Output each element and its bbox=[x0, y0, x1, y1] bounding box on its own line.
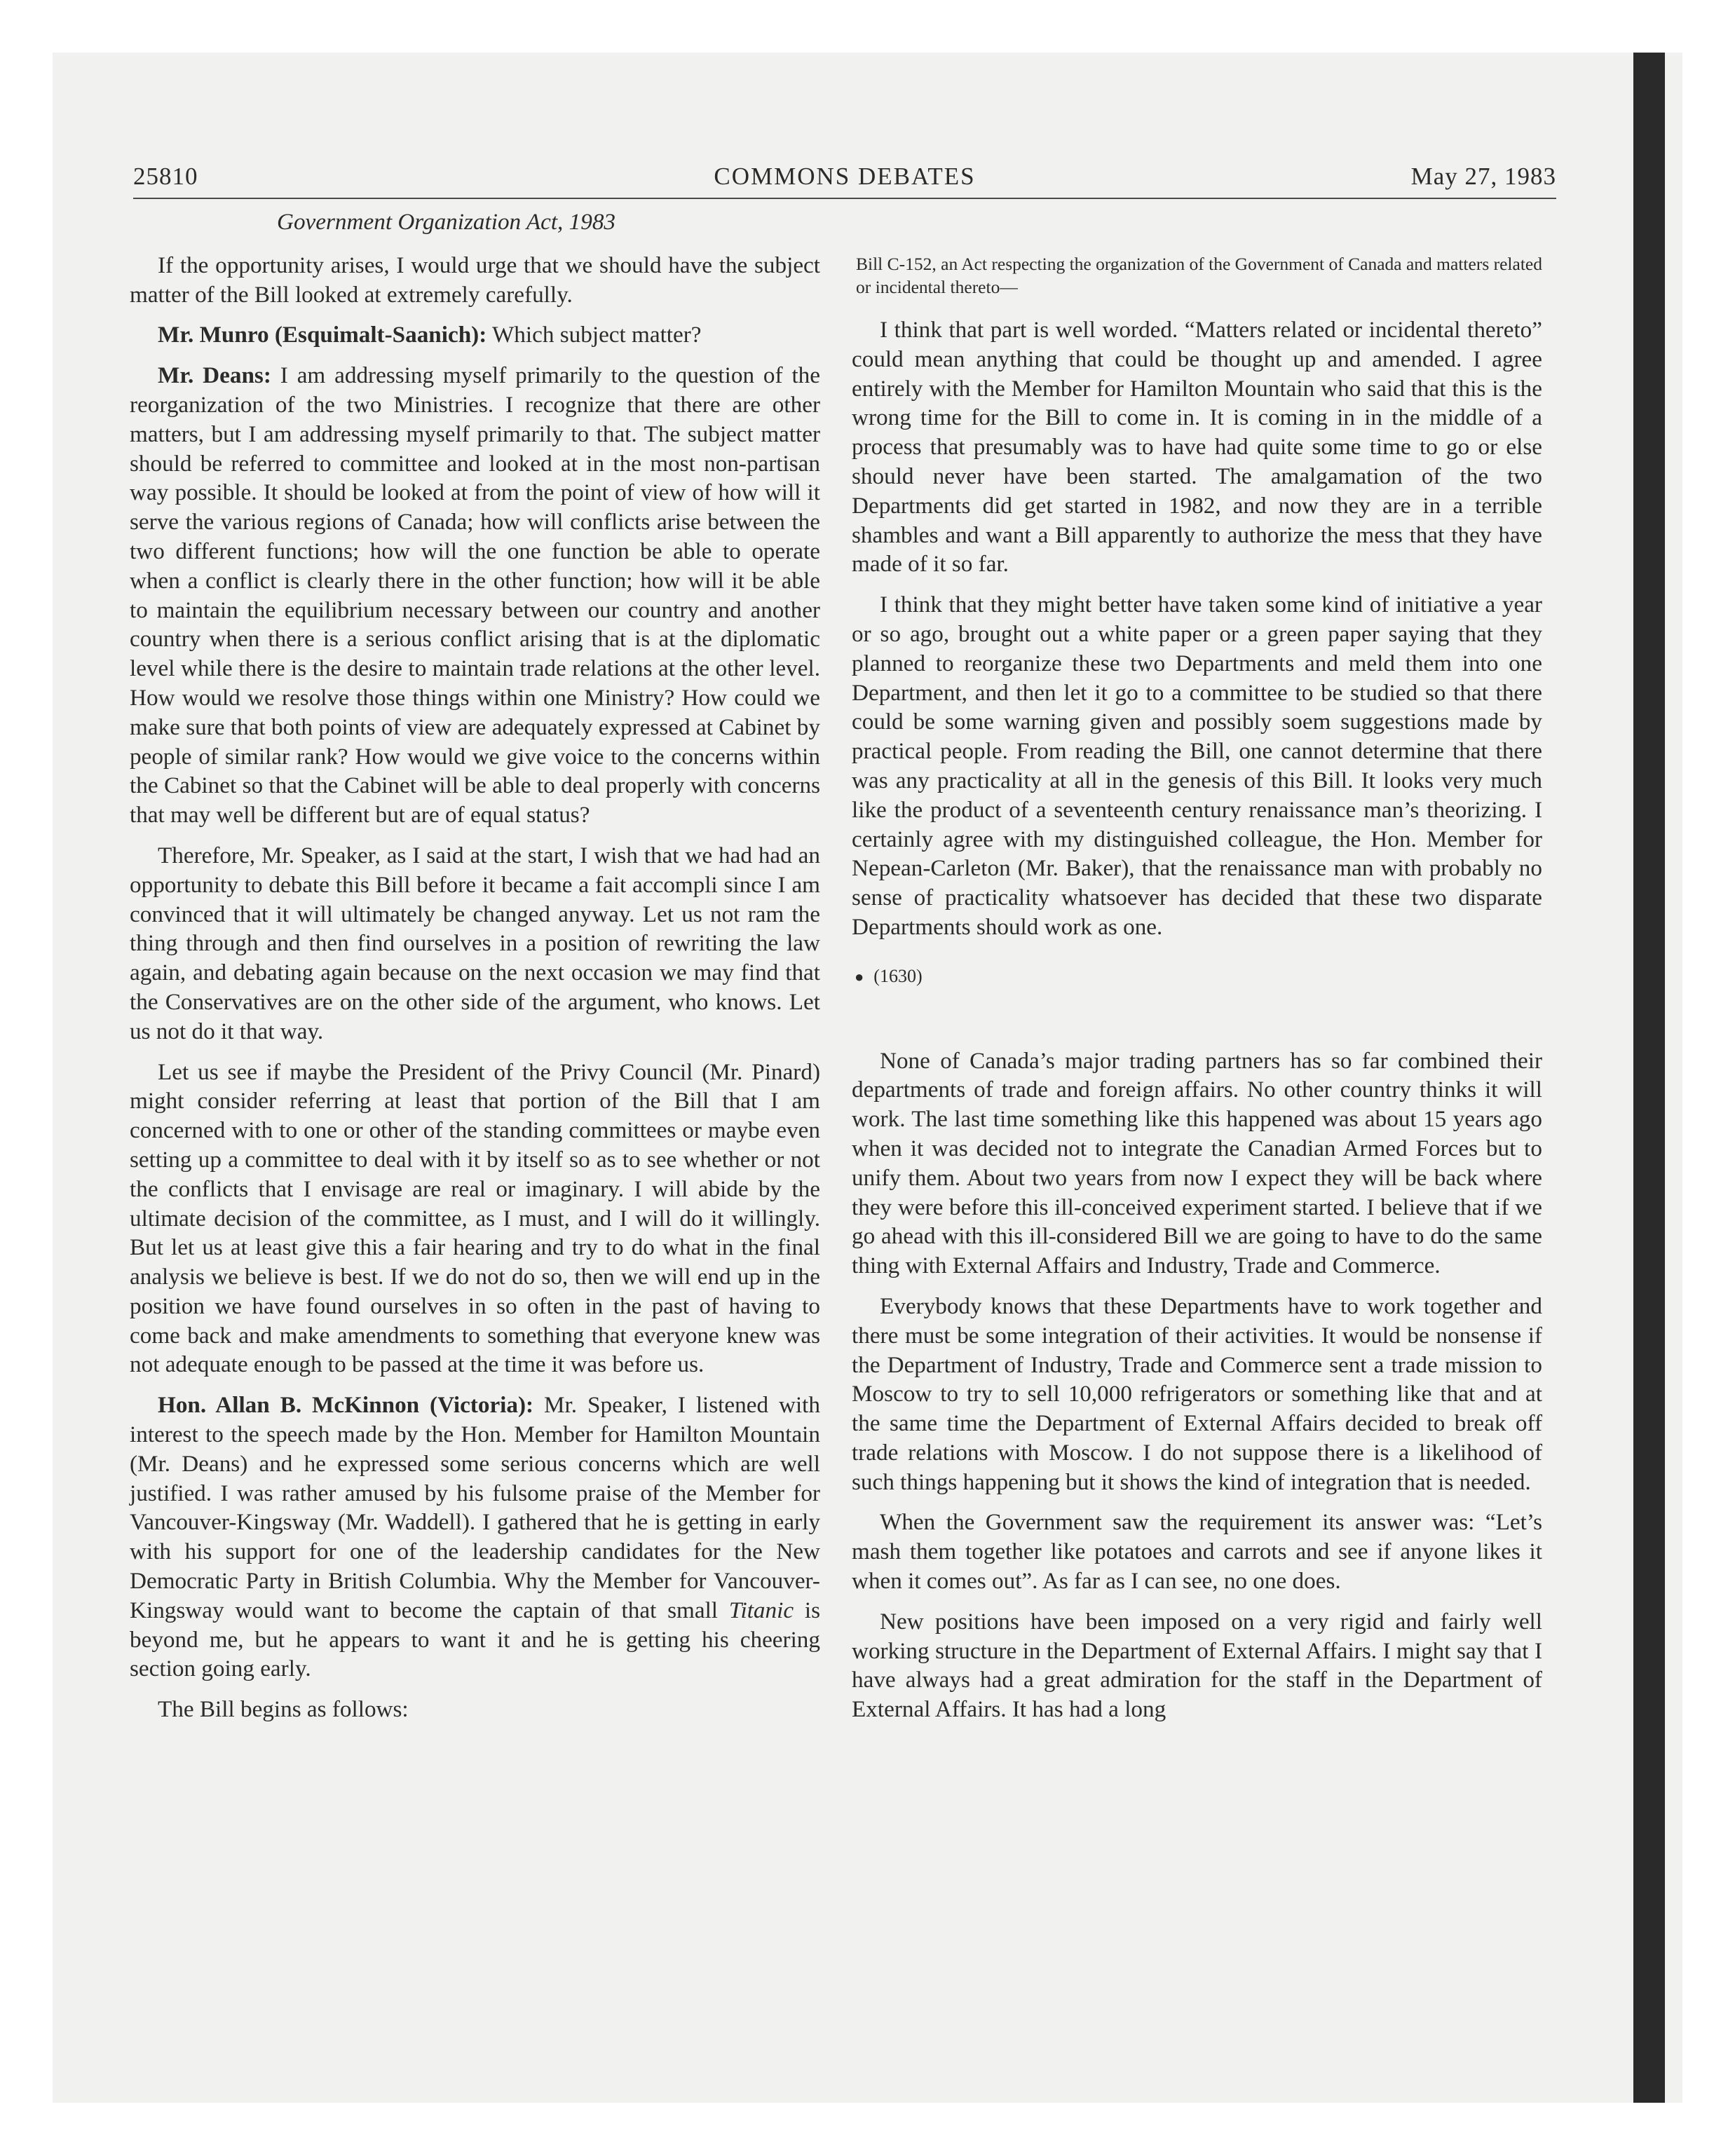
paragraph: Let us see if maybe the President of the Privy Council (Mr. Pinard) might consider referring at least that portion of the Bill that I am concerned with to one or other of the standing committees or maybe even setting up a committee to deal with it by itself so as to see whether or not the conflicts that I envisage are real or imaginary. I will abide by the ultimate decision of the committee, as I must, and I will do it willingly. But let us at least give this a fair hearing and try to do what in the final analysis we believe is best. If we do not do so, then we will end up in the position we have found ourselves in so often in the past of having to come back and make amendments to something that everyone knew was not adequate enough to be passed at the time it was before us. bbox=[130, 1058, 820, 1378]
speech-text: Mr. Speaker, I listened with interest to the speech made by the Hon. Member for Hamilton Mountain (Mr. Deans) and he expressed some serious concerns which are well justified. I was rather amused by his fulsome praise of the Member for Vancouver-Kingsway (Mr. Waddell). I gathered that he is getting in early with his support for one of the leadership candidates for the New Democratic Party in British Columbia. Why the Member for Vancouver-Kingsway would want to become the captain of that small bbox=[130, 1392, 820, 1623]
paragraph: None of Canada’s major trading partners has so far combined their departments of trade and foreign affairs. No other country thinks it will work. The last time something like this happened was about 15 years ago when it was decided not to integrate the Canadian Armed Forces but to unify them. About two years from now I expect they will be back where they were before this ill-conceived experiment started. I believe that if we go ahead with this ill-considered Bill we are going to have to do the same thing with External Affairs and Industry, Trade and Commerce. bbox=[852, 1047, 1542, 1279]
time-stamp: (1630) bbox=[873, 965, 923, 986]
paragraph: I think that part is well worded. “Matters related or incidental thereto” could mean anything that could be thought up and amended. I agree entirely with the Member for Hamilton Mountain who said that this is the wrong time for the Bill to come in. It is coming in in the middle of a process that presumably was to have had quite some time to go or else should never have been started. The amalgamation of the two Departments did get started in 1982, and now they are in a terrible shambles and want a Bill apparently to authorize the mess that they have made of it so far. bbox=[852, 317, 1542, 578]
header-rule bbox=[133, 198, 1556, 199]
paragraph: New positions have been imposed on a very rigid and fairly well working structure in the Department of External Affairs. I might say that I have always had a great admiration for the staff in the Department of External Affairs. It has had a long bbox=[852, 1608, 1542, 1723]
paragraph: When the Government saw the requirement its answer was: “Let’s mash them together like potatoes and carrots and see if anyone likes it when it comes out”. As far as I can see, no one does. bbox=[852, 1509, 1542, 1595]
speaker-name: Mr. Deans: bbox=[158, 362, 271, 389]
paragraph: If the opportunity arises, I would urge that we should have the subject matter of the Bill looked at extremely carefully. bbox=[130, 252, 820, 308]
italic-title: Titanic bbox=[728, 1597, 794, 1623]
paragraph: The Bill begins as follows: bbox=[158, 1696, 409, 1723]
speaker-name: Hon. Allan B. McKinnon (Victoria): bbox=[158, 1392, 534, 1419]
paragraph: Everybody knows that these Departments have to work together and there must be some integration of their activities. It would be nonsense if the Department of Industry, Trade and Commerce sent a trade mission to Moscow to try to sell 10,000 refrigerators or something like that and at the same time the Department of External Affairs decided to break off trade relations with Moscow. I do not suppose there is a likelihood of such things happening but it shows the kind of integration that is needed. bbox=[852, 1292, 1542, 1495]
paragraph bbox=[130, 361, 820, 830]
page-header bbox=[133, 163, 1556, 200]
speech-text: Which subject matter? bbox=[491, 322, 702, 348]
paragraph: I think that they might better have taken some kind of initiative a year or so ago, brought out a white paper or a green paper saying that they planned to reorganize these two Departments and meld them into one Department, and then let it go to a committee to be studied so that there could be some warning given and possibly soem suggestions made by practical people. From reading the Bill, one cannot determine that there was any practicality at all in the genesis of this Bill. It looks very much like the product of a seventeenth century renaissance man’s theorizing. I certainly agree with my distinguished colleague, the Hon. Member for Nepean-Carleton (Mr. Baker), that the renaissance man with probably no sense of practicality whatsoever has decided that these two disparate Departments should work as one. bbox=[852, 592, 1542, 940]
page-number: 25810 bbox=[133, 163, 198, 190]
page-date: May 27, 1983 bbox=[1410, 163, 1556, 190]
paragraph bbox=[130, 320, 820, 350]
bill-quote: Bill C-152, an Act respecting the organization of the Government of Canada and matters related or incidental thereto— bbox=[856, 254, 1542, 297]
running-head: Government Organization Act, 1983 bbox=[277, 209, 616, 235]
speech-text: is beyond me, but he appears to want it and he is getting his cheering section going early. bbox=[130, 1597, 821, 1682]
bullet-icon: ● bbox=[855, 967, 864, 985]
paragraph: Therefore, Mr. Speaker, as I said at the start, I wish that we had had an opportunity to debate this Bill before it became a fait accompli since I am convinced that it will ultimately be changed anyway. Let us not ram the thing through and then find ourselves in a position of rewriting the law again, and debating again because on the next occasion we may find that the Conservatives are on the other side of the argument, who knows. Let us not do it that way. bbox=[130, 842, 820, 1044]
right-column bbox=[852, 207, 1542, 1735]
scan-edge-shadow bbox=[1633, 53, 1665, 2103]
speaker-name: Mr. Munro (Esquimalt-Saanich): bbox=[158, 322, 487, 348]
speech-text: I am addressing myself primarily to the question of the reorganization of the two Ministries. I recognize that there are other matters, but I am addressing myself primarily to that. The subject matter should be referred to committee and looked at in the most non-partisan way possible. It should be looked at from the point of view of how will it serve the various regions of Canada; how will conflicts arise between the two different functions; how will the one function be able to operate when a conflict is clearly there in the other function; how will it be able to maintain the equilibrium necessary between our country and another country when there is a serious conflict arising that is at the diplomatic level while there is the desire to maintain trade relations at the other level. How would we resolve those things within one Ministry? How could we make sure that both points of view are adequately expressed at Cabinet by people of similar rank? How would we give voice to the concerns within the Cabinet so that the Cabinet will be able to deal properly with concerns that may well be different but are of equal status? bbox=[130, 362, 820, 828]
publication-title: COMMONS DEBATES bbox=[714, 163, 976, 190]
time-marker bbox=[852, 962, 1542, 992]
paragraph bbox=[130, 1391, 820, 1684]
left-column bbox=[130, 207, 820, 1735]
